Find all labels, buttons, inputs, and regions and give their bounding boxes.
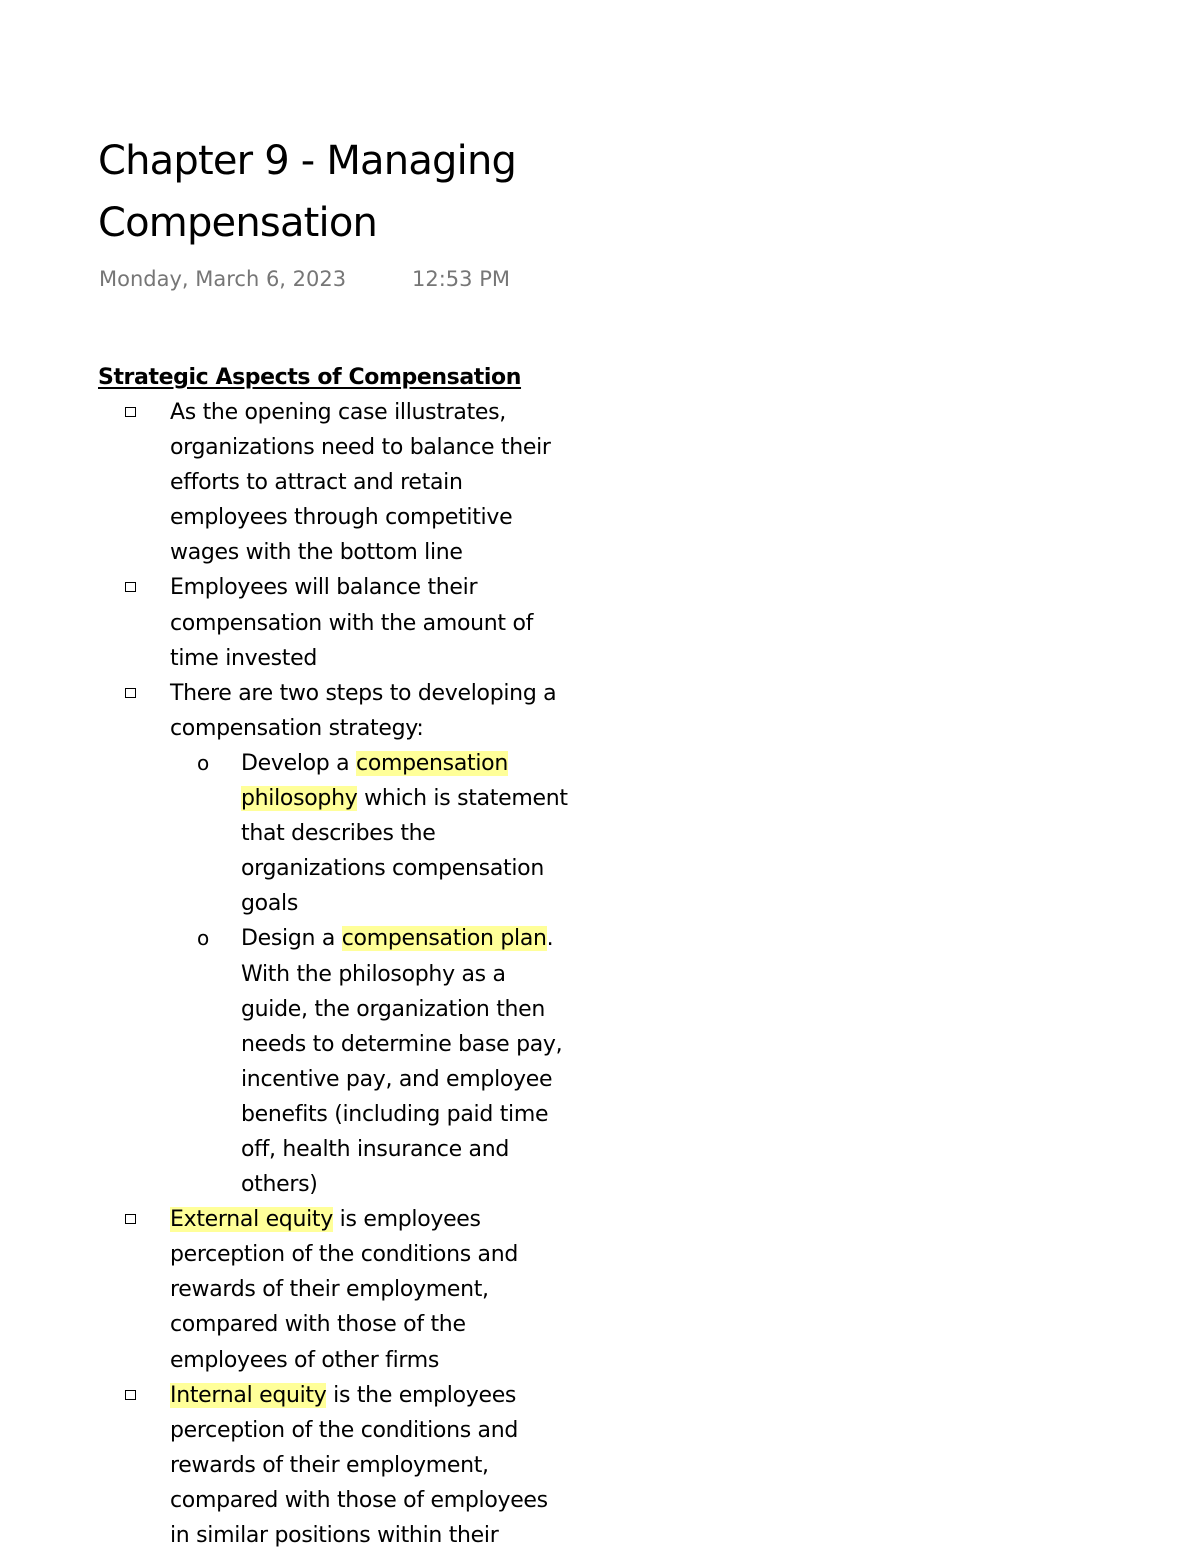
sub-bullet-list <box>170 746 570 1202</box>
bullet-list <box>98 395 658 1553</box>
list-item <box>98 676 570 1202</box>
item-text-pre: Develop a <box>241 750 357 776</box>
checkbox-bullet-icon <box>125 582 136 592</box>
sub-list-item <box>170 746 570 921</box>
item-text-post: . With the philosophy as a guide, the organization then needs to determine base pay, incentive pay, and employee benefits (including paid time off, health insurance and others) <box>241 926 563 1198</box>
list-item <box>98 395 570 570</box>
list-item <box>98 1378 570 1553</box>
list-item <box>98 570 570 675</box>
checkbox-bullet-icon <box>125 407 136 417</box>
checkbox-bullet-icon <box>125 1390 136 1400</box>
highlighted-term: Internal equity <box>170 1382 327 1408</box>
item-text-post: which is statement that describes the organizations compensation goals <box>241 786 568 917</box>
checkbox-bullet-icon <box>125 688 136 698</box>
circle-bullet-icon: o <box>197 750 209 775</box>
highlighted-term: compensation plan <box>341 926 547 952</box>
note-date: Monday, March 6, 2023 <box>99 267 347 291</box>
item-text: is the employees perception of the conditions and rewards of their employment, compared with those of employees in similar positions within their <box>170 1382 548 1548</box>
checkbox-bullet-icon <box>125 1214 136 1224</box>
note-body <box>98 360 658 1548</box>
page-title: Chapter 9 - Managing Compensation <box>98 138 517 246</box>
item-text: is employees perception of the conditions and rewards of their employment, compared with those of the employees of other firms <box>170 1207 519 1373</box>
item-text: As the opening case illustrates, organizations need to balance their efforts to attract and retain employees through competitive wages with the bottom line <box>170 400 551 566</box>
highlighted-term: compensation philosophy <box>241 750 508 812</box>
item-text-pre: Design a <box>241 926 342 952</box>
note-time: 12:53 PM <box>412 267 510 291</box>
circle-bullet-icon: o <box>197 926 209 951</box>
item-text: Employees will balance their compensation with the amount of time invested <box>170 575 534 671</box>
sub-list-item <box>170 921 570 1202</box>
list-item <box>98 1202 570 1377</box>
section-heading: Strategic Aspects of Compensation <box>98 365 522 390</box>
item-text: There are two steps to developing a compensation strategy: <box>170 680 557 741</box>
highlighted-term: External equity <box>170 1207 333 1233</box>
